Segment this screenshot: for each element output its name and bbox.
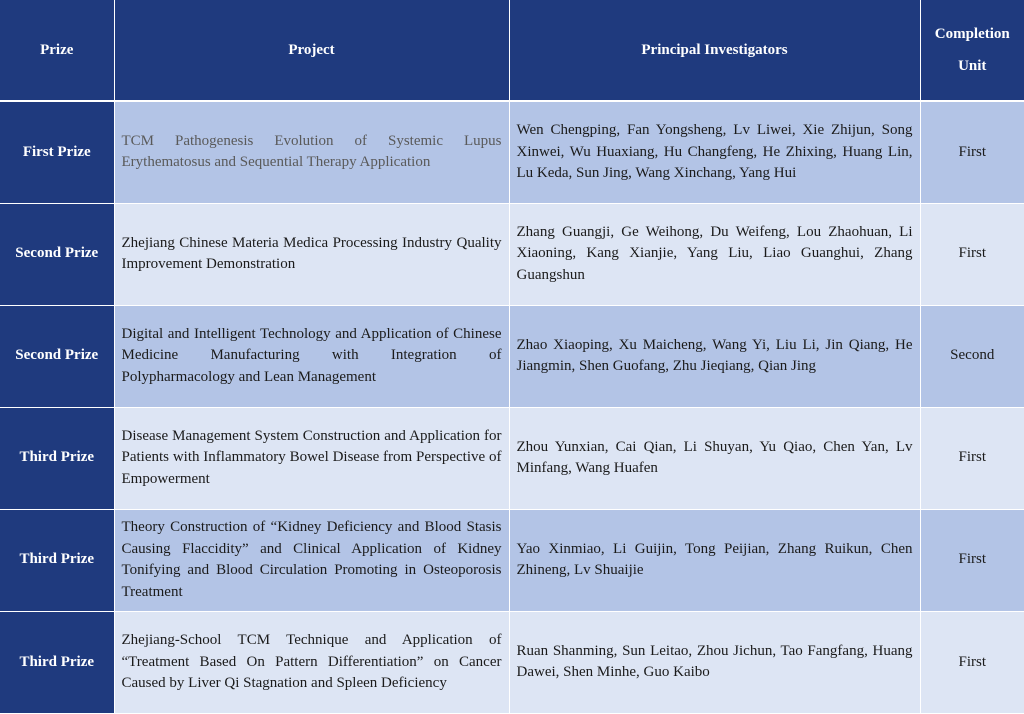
table-row	[0, 203, 1024, 305]
prize-cell: First Prize	[0, 101, 114, 203]
completion-unit-cell: First	[920, 101, 1024, 203]
investigators-cell: Yao Xinmiao, Li Guijin, Tong Peijian, Zhang Ruikun, Chen Zhineng, Lv Shuaijie	[509, 509, 920, 611]
prize-cell: Third Prize	[0, 509, 114, 611]
prize-cell: Second Prize	[0, 305, 114, 407]
table-row	[0, 509, 1024, 611]
completion-unit-cell: Second	[920, 305, 1024, 407]
prize-cell: Third Prize	[0, 407, 114, 509]
header-investigators: Principal Investigators	[509, 0, 920, 101]
completion-unit-cell: First	[920, 407, 1024, 509]
header-unit-line1: Completion	[934, 26, 1010, 42]
table-row	[0, 407, 1024, 509]
table-row	[0, 305, 1024, 407]
header-project: Project	[114, 0, 509, 101]
project-cell: Disease Management System Construction and Application for Patients with Inflammatory Bowel Disease from Perspective of Empowerment	[114, 407, 509, 509]
completion-unit-cell: First	[920, 509, 1024, 611]
project-cell: Theory Construction of “Kidney Deficiency and Blood Stasis Causing Flaccidity” and Clinical Application of Kidney Tonifying and Blood Circulation Promoting in Osteoporosis Treatment	[114, 509, 509, 611]
header-prize: Prize	[0, 0, 114, 101]
investigators-cell: Ruan Shanming, Sun Leitao, Zhou Jichun, Tao Fangfang, Huang Dawei, Shen Minhe, Guo Kaibo	[509, 611, 920, 713]
header-row	[0, 0, 1024, 101]
completion-unit-cell: First	[920, 203, 1024, 305]
completion-unit-cell: First	[920, 611, 1024, 713]
project-cell: Digital and Intelligent Technology and Application of Chinese Medicine Manufacturing with Integration of Polypharmacology and Lean Management	[114, 305, 509, 407]
investigators-cell: Wen Chengping, Fan Yongsheng, Lv Liwei, Xie Zhijun, Song Xinwei, Wu Huaxiang, Hu Changfeng, He Zhixing, Huang Lin, Lu Keda, Sun Jing, Wang Xinchang, Yang Hui	[509, 101, 920, 203]
project-cell: Zhejiang-School TCM Technique and Application of “Treatment Based On Pattern Differentiation” on Cancer Caused by Liver Qi Stagnation and Spleen Deficiency	[114, 611, 509, 713]
project-cell: Zhejiang Chinese Materia Medica Processing Industry Quality Improvement Demonstration	[114, 203, 509, 305]
investigators-cell: Zhao Xiaoping, Xu Maicheng, Wang Yi, Liu Li, Jin Qiang, He Jiangmin, Shen Guofang, Zhu Jieqiang, Qian Jing	[509, 305, 920, 407]
header-unit-line2: Unit	[958, 58, 987, 74]
table-row	[0, 101, 1024, 203]
project-cell: TCM Pathogenesis Evolution of Systemic Lupus Erythematosus and Sequential Therapy Application	[114, 101, 509, 203]
prize-cell: Third Prize	[0, 611, 114, 713]
table-row	[0, 611, 1024, 713]
investigators-cell: Zhou Yunxian, Cai Qian, Li Shuyan, Yu Qiao, Chen Yan, Lv Minfang, Wang Huafen	[509, 407, 920, 509]
header-completion-unit	[920, 0, 1024, 101]
table-header	[0, 0, 1024, 101]
prize-cell: Second Prize	[0, 203, 114, 305]
investigators-cell: Zhang Guangji, Ge Weihong, Du Weifeng, Lou Zhaohuan, Li Xiaoning, Kang Xianjie, Yang Liu, Liao Guanghui, Zhang Guangshun	[509, 203, 920, 305]
table-body	[0, 101, 1024, 713]
